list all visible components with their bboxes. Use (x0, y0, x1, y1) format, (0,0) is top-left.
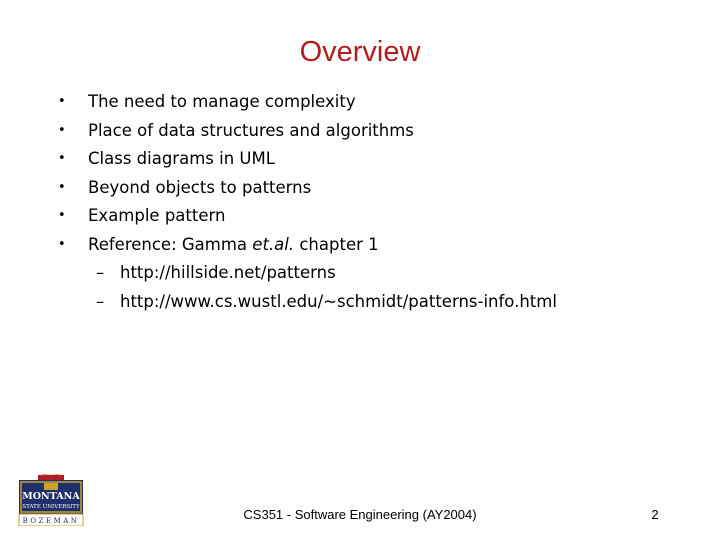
reference-suffix: chapter 1 (294, 234, 379, 254)
logo-line2: STATE UNIVERSITY (22, 504, 80, 510)
bullet-text: Beyond objects to patterns (88, 177, 312, 197)
logo-line3: BOZEMAN (22, 517, 80, 525)
footer-text: CS351 - Software Engineering (AY2004) (243, 507, 477, 522)
bullet-text: The need to manage complexity (88, 92, 356, 111)
dash-icon: – (96, 291, 105, 311)
link-wustl[interactable]: http://www.cs.wustl.edu/~schmidt/patterns-info.html (120, 291, 557, 311)
montana-state-logo (18, 474, 84, 526)
bullet-icon: • (58, 94, 66, 109)
bullet-icon: • (58, 236, 66, 252)
logo-top-band (38, 475, 64, 480)
bullet-text: Place of data structures and algorithms (88, 120, 414, 140)
dash-icon: – (96, 263, 105, 282)
montana-state-logo-graphic (18, 474, 84, 526)
reference-italic: et.al. (252, 234, 295, 254)
slide-title: Overview (299, 36, 421, 68)
bullet-icon: • (58, 179, 66, 195)
bullet-icon: • (58, 122, 66, 138)
bullet-text: Example pattern (88, 206, 226, 225)
page-number: 2 (651, 507, 659, 522)
link-hillside[interactable]: http://hillside.net/patterns (120, 263, 336, 282)
logo-line1: MONTANA (22, 491, 80, 502)
logo-crest (44, 483, 58, 490)
reference-text (88, 231, 379, 259)
bullet-icon: • (58, 151, 66, 166)
bullet-text: Class diagrams in UML (88, 149, 275, 168)
reference-prefix: Reference: Gamma (88, 234, 253, 254)
bullet-icon: • (58, 208, 66, 223)
